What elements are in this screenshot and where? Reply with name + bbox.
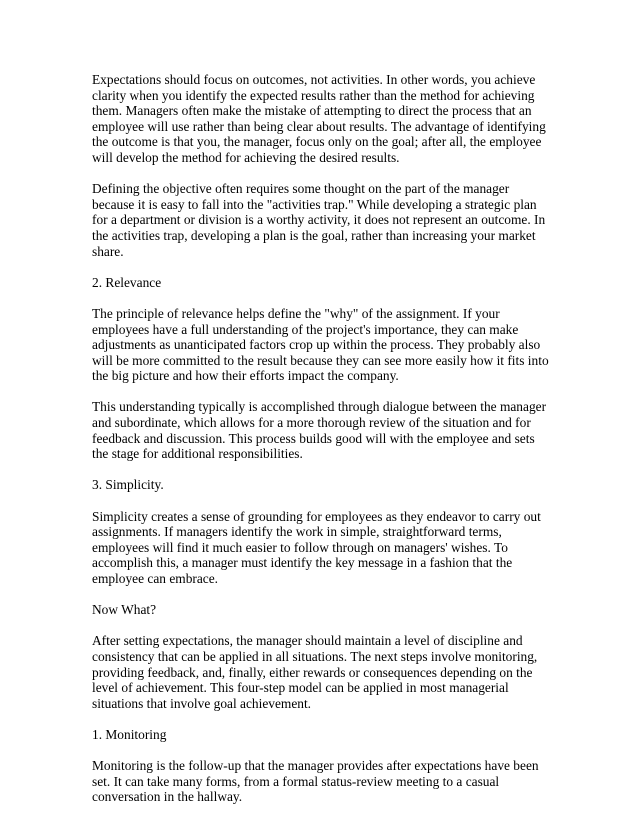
section-heading-relevance: 2. Relevance <box>92 274 162 290</box>
section-heading-monitoring: 1. Monitoring <box>92 726 167 742</box>
paragraph-monitoring: Monitoring is the follow-up that the manager provides after expectations have been set. It can take many forms, from a formal status-review meeting to a casual conversation in the hallway. <box>92 758 539 805</box>
paragraph-relevance: The principle of relevance helps define the "why" of the assignment. If your employees have a full understanding of the project's importance, they can make adjustments as unanticipated factors crop up within the process. They probably also will be more committed to the result because they can see more easily how it fits into the big picture and how their efforts impact the company. <box>92 305 549 384</box>
document-page <box>92 72 550 821</box>
paragraph-understanding: This understanding typically is accomplished through dialogue between the manager and subordinate, which allows for a more thorough review of the situation and for feedback and discussion. This process builds good will with the employee and sets the stage for additional responsibilities. <box>92 399 547 462</box>
section-heading-simplicity: 3. Simplicity. <box>92 477 164 493</box>
paragraph-simplicity: Simplicity creates a sense of grounding for employees as they endeavor to carry out assignments. If managers identify the work in simple, straightforward terms, employees will find it much easier to follow through on managers' wishes. To accomplish this, a manager must identify the key message in a fashion that the employee can embrace. <box>92 508 541 586</box>
section-heading-now-what: Now What? <box>92 602 157 618</box>
paragraph-after-expectations: After setting expectations, the manager should maintain a level of discipline and consistency that can be applied in all situations. The next steps involve monitoring, providing feedback, and, finally, either rewards or consequences depending on the level of achievement. This four-step model can be applied in most managerial situations that involve goal achievement. <box>92 633 538 711</box>
paragraph-activities-trap: Defining the objective often requires some thought on the part of the manager because it is easy to fall into the "activities trap." While developing a strategic plan for a department or division is a worthy activity, it does not represent an outcome. In the activities trap, developing a plan is the goal, rather than increasing your market share. <box>92 181 546 259</box>
paragraph-outcomes: Expectations should focus on outcomes, not activities. In other words, you achieve clarity when you identify the expected results rather than the method for achieving them. Managers often make the mistake of attempting to direct the process that an employee will use rather than being clear about results. The advantage of identifying the outcome is that you, the manager, focus only on the goal; after all, the employee will develop the method for achieving the desired results. <box>92 72 546 165</box>
